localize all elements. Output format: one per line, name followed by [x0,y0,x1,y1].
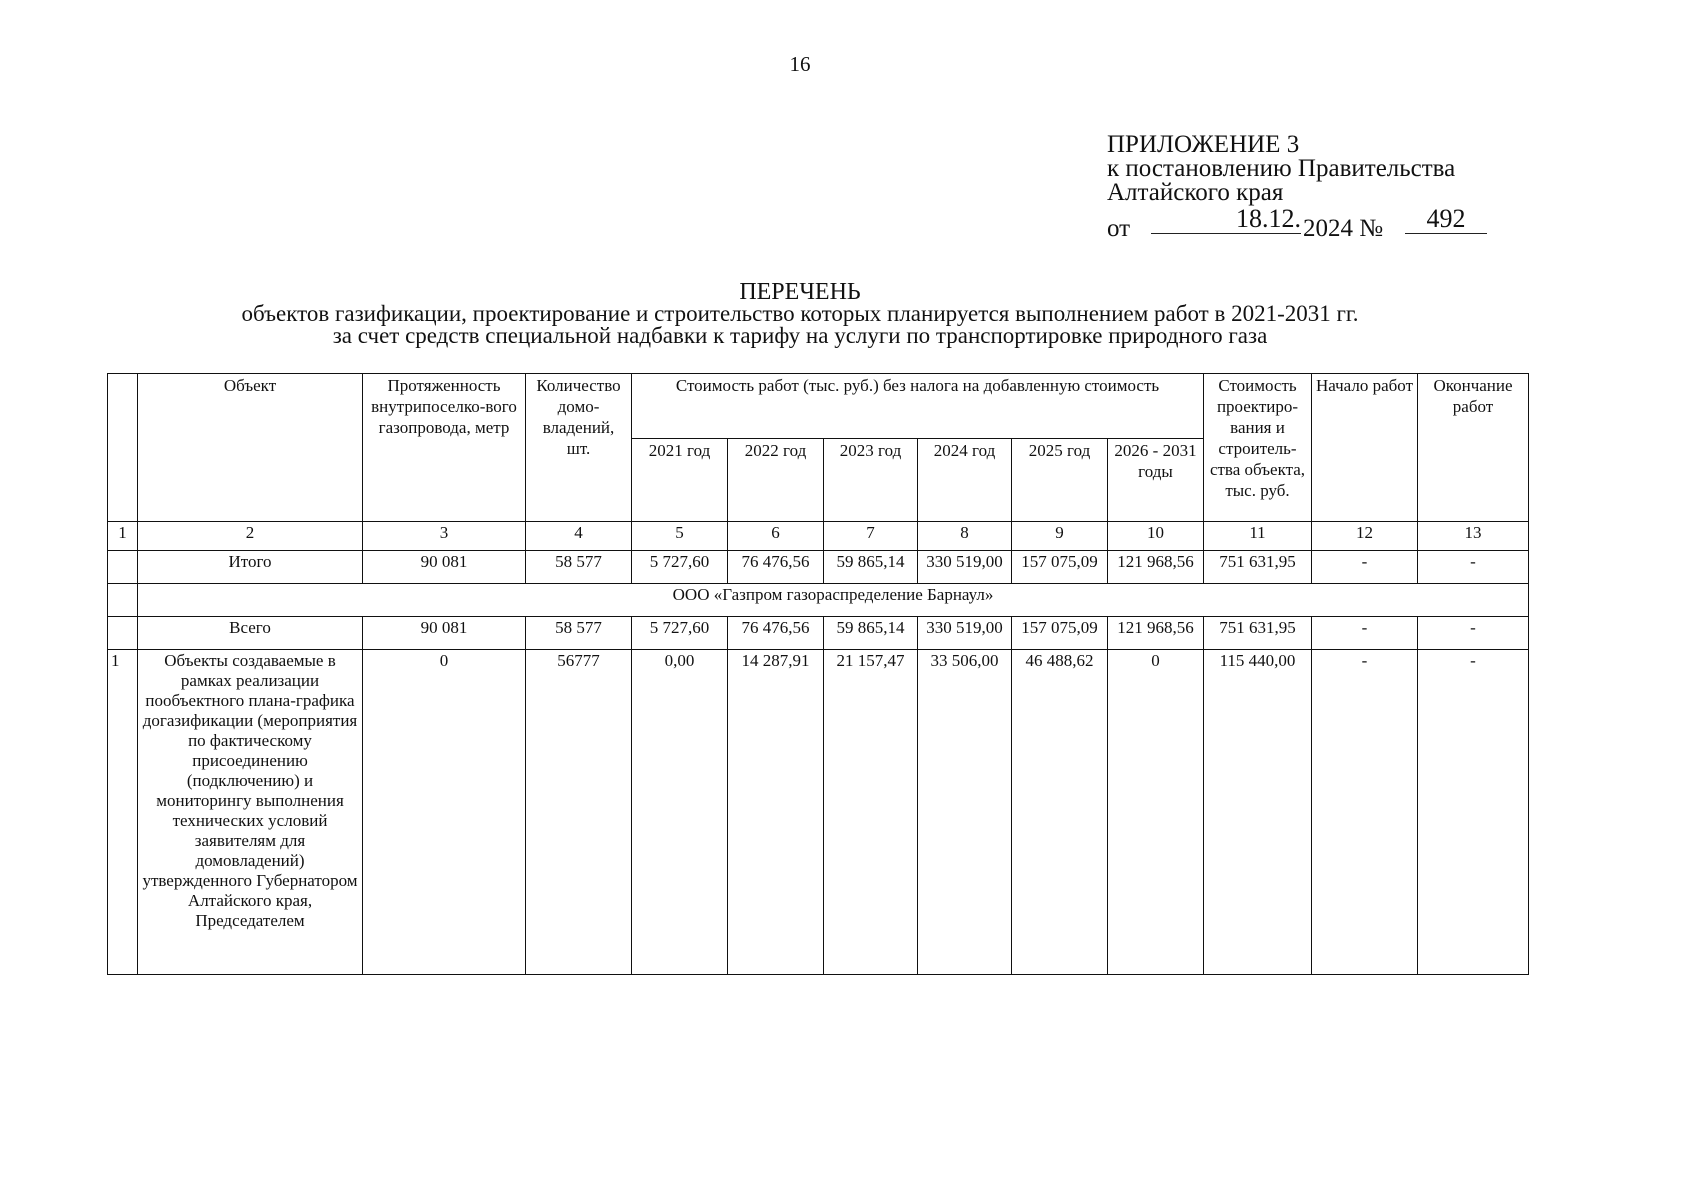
header-2021: 2021 год [632,439,728,522]
appendix-block [1107,133,1507,241]
table-cell: 1 [108,650,138,975]
table-cell: 46 488,62 [1012,650,1108,975]
appendix-line-1: к постановлению Правительства [1107,155,1456,182]
table-cell: - [1312,650,1418,975]
header-end: Окончание работ [1418,374,1529,522]
document-subtitle-1: объектов газификации, проектирование и строительство которых планируется выполнением работ в 2021-2031 гг. [241,301,1359,326]
table-cell: 157 075,09 [1012,551,1108,584]
header-start: Начало работ [1312,374,1418,522]
table-cell: - [1418,551,1529,584]
vsego-row [108,617,1529,650]
table-cell: 0,00 [632,650,728,975]
header-length: Протяженность внутрипоселко-вого газопровода, метр [363,374,526,522]
table-cell: 33 506,00 [918,650,1012,975]
organization-row [108,584,1529,617]
column-number: 2 [138,522,363,551]
header-2026-2031: 2026 - 2031 годы [1108,439,1204,522]
column-number: 13 [1418,522,1529,551]
table-cell: 5 727,60 [632,551,728,584]
table-cell: 121 968,56 [1108,551,1204,584]
table-cell: 751 631,95 [1204,551,1312,584]
table-cell: 58 577 [526,551,632,584]
decree-date-line [1107,204,1507,242]
document-subtitle-2: за счет средств специальной надбавки к тарифу на услуги по транспортировке природного газа [332,323,1268,348]
page-number: 16 [789,52,811,76]
column-number: 11 [1204,522,1312,551]
column-numbers-row [108,522,1529,551]
appendix-title: ПРИЛОЖЕНИЕ 3 [1107,131,1300,158]
column-number: 5 [632,522,728,551]
organization-name: ООО «Газпром газораспределение Барнаул» [138,584,1529,617]
table-cell [108,551,138,584]
header-row-1 [108,374,1529,439]
table-cell: 90 081 [363,551,526,584]
decree-date: 18.12. [1151,207,1301,234]
table-cell: 14 287,91 [728,650,824,975]
table-cell: - [1418,617,1529,650]
table-cell: 21 157,47 [824,650,918,975]
header-households: Количество домо-владений, шт. [526,374,632,522]
table-cell: 56777 [526,650,632,975]
header-2024: 2024 год [918,439,1012,522]
table-cell: Объекты создаваемые в рамках реализации пообъектного плана-графика догазификации (мероприятия по фактическому присоединению (подключению) и мониторингу выполнения технических условий заявителям для домовладений) утвержденного Губернатором Алтайского края, Председателем [138,650,363,975]
header-index [108,374,138,522]
header-2022: 2022 год [728,439,824,522]
table-cell: 59 865,14 [824,617,918,650]
header-2025: 2025 год [1012,439,1108,522]
table-cell: 58 577 [526,617,632,650]
column-number: 8 [918,522,1012,551]
column-number: 4 [526,522,632,551]
table-cell [108,617,138,650]
table-cell: 90 081 [363,617,526,650]
table-cell: - [1418,650,1529,975]
table-cell: 76 476,56 [728,617,824,650]
column-number: 3 [363,522,526,551]
column-number: 6 [728,522,824,551]
document-title: ПЕРЕЧЕНЬ [739,279,861,305]
column-number: 12 [1312,522,1418,551]
table-cell: 751 631,95 [1204,617,1312,650]
table-cell: - [1312,617,1418,650]
table-cell: - [1312,551,1418,584]
table-row [108,650,1529,975]
table-cell: Итого [138,551,363,584]
table-cell: 0 [363,650,526,975]
table-cell: 76 476,56 [728,551,824,584]
header-cost-group: Стоимость работ (тыс. руб.) без налога на добавленную стоимость [632,374,1204,439]
column-number: 9 [1012,522,1108,551]
decree-number: 492 [1405,207,1487,234]
itogo-row [108,551,1529,584]
column-number: 7 [824,522,918,551]
table-cell: 330 519,00 [918,617,1012,650]
column-number: 1 [108,522,138,551]
decree-year: 2024 № [1303,215,1384,242]
table-cell: 115 440,00 [1204,650,1312,975]
table-cell: 0 [1108,650,1204,975]
table-cell: Всего [138,617,363,650]
table-cell: 59 865,14 [824,551,918,584]
table-cell [108,584,138,617]
from-label: от [1107,215,1131,242]
table-cell: 5 727,60 [632,617,728,650]
column-number: 10 [1108,522,1204,551]
header-2023: 2023 год [824,439,918,522]
appendix-line-2: Алтайского края [1107,179,1284,206]
gasification-table [107,373,1529,975]
header-total-cost: Стоимость проектиро-вания и строитель-ства объекта, тыс. руб. [1204,374,1312,522]
table-cell: 157 075,09 [1012,617,1108,650]
header-object: Объект [138,374,363,522]
table-cell: 330 519,00 [918,551,1012,584]
table-cell: 121 968,56 [1108,617,1204,650]
